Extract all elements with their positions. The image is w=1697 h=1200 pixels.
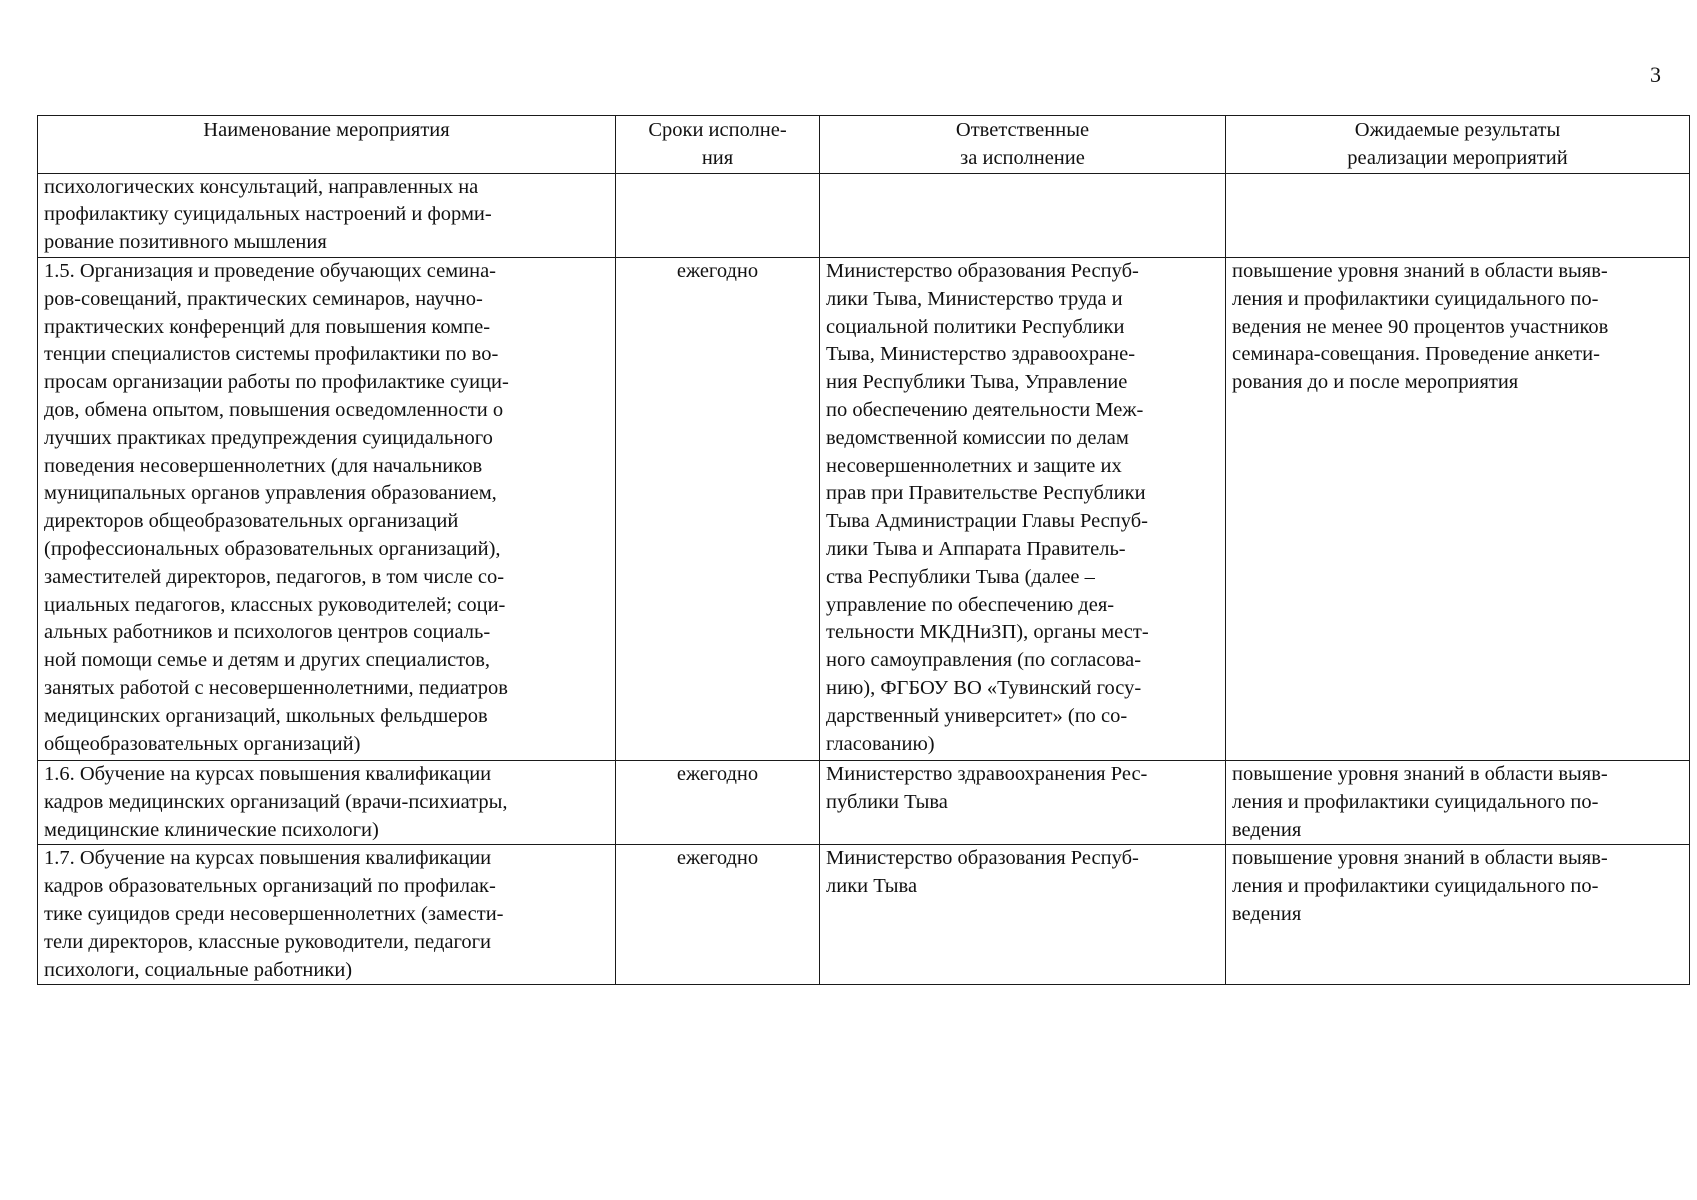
cell-responsible [820, 173, 1226, 257]
cell-term [616, 173, 820, 257]
cell-event: 1.5. Организация и проведение обучающих семина- ров-совещаний, практических семинаров, научно- практических конференций для повышения компе- тенции специалистов системы профилактики по во- просам организации работы по профилактике суици- дов, обмена опытом, повышения осведомленности о лучших практиках предупреждения суицидального поведения несовершеннолетних (для начальников муниципальных органов управления образованием, директоров общеобразовательных организаций (профессиональных образовательных организаций), заместителей директоров, педагогов, в том числе со- циальных педагогов, классных руководителей; соци- альных работников и психологов центров социаль- ной помощи семье и детям и других специалистов, занятых работой с несовершеннолетними, педиатров медицинских организаций, школьных фельдшеров общеобразовательных организаций) [38, 257, 616, 760]
cell-responsible: Министерство здравоохранения Рес- публики Тыва [820, 760, 1226, 844]
cell-term: ежегодно [616, 257, 820, 760]
cell-result: повышение уровня знаний в области выяв- ления и профилактики суицидального по- ведения не менее 90 процентов участников семинара-совещания. Проведение анкети- рования до и после мероприятия [1226, 257, 1690, 760]
cell-event: психологических консультаций, направленных на профилактику суицидальных настроений и форми- рование позитивного мышления [38, 173, 616, 257]
page-number: 3 [1650, 62, 1661, 87]
events-table [37, 115, 1690, 985]
header-event-name: Наименование мероприятия [38, 116, 616, 174]
cell-result [1226, 173, 1690, 257]
table-row [38, 760, 1690, 844]
cell-result: повышение уровня знаний в области выяв- ления и профилактики суицидального по- ведения [1226, 760, 1690, 844]
cell-event: 1.6. Обучение на курсах повышения квалификации кадров медицинских организаций (врачи-психиатры, медицинские клинические психологи) [38, 760, 616, 844]
header-responsible: Ответственные за исполнение [820, 116, 1226, 174]
table-row [38, 257, 1690, 760]
header-expected-results: Ожидаемые результаты реализации мероприятий [1226, 116, 1690, 174]
cell-result: повышение уровня знаний в области выяв- ления и профилактики суицидального по- ведения [1226, 845, 1690, 985]
cell-term: ежегодно [616, 760, 820, 844]
cell-event: 1.7. Обучение на курсах повышения квалификации кадров образовательных организаций по профилак- тике суицидов среди несовершеннолетних (замести- тели директоров, классные руководители, педагоги психологи, социальные работники) [38, 845, 616, 985]
header-deadline: Сроки исполне- ния [616, 116, 820, 174]
table-row [38, 173, 1690, 257]
table-header-row [38, 116, 1690, 174]
cell-responsible: Министерство образования Респуб- лики Тыва [820, 845, 1226, 985]
cell-responsible: Министерство образования Респуб- лики Тыва, Министерство труда и социальной политики Республики Тыва, Министерство здравоохране- ния Республики Тыва, Управление по обеспечению деятельности Меж- ведомственной комиссии по делам несовершеннолетних и защите их прав при Правительстве Республики Тыва Администрации Главы Респуб- лики Тыва и Аппарата Правитель- ства Республики Тыва (далее – управление по обеспечению дея- тельности МКДНиЗП), органы мест- ного самоуправления (по согласова- нию), ФГБОУ ВО «Тувинский госу- дарственный университет» (по со- гласованию) [820, 257, 1226, 760]
table-row [38, 845, 1690, 985]
cell-term: ежегодно [616, 845, 820, 985]
